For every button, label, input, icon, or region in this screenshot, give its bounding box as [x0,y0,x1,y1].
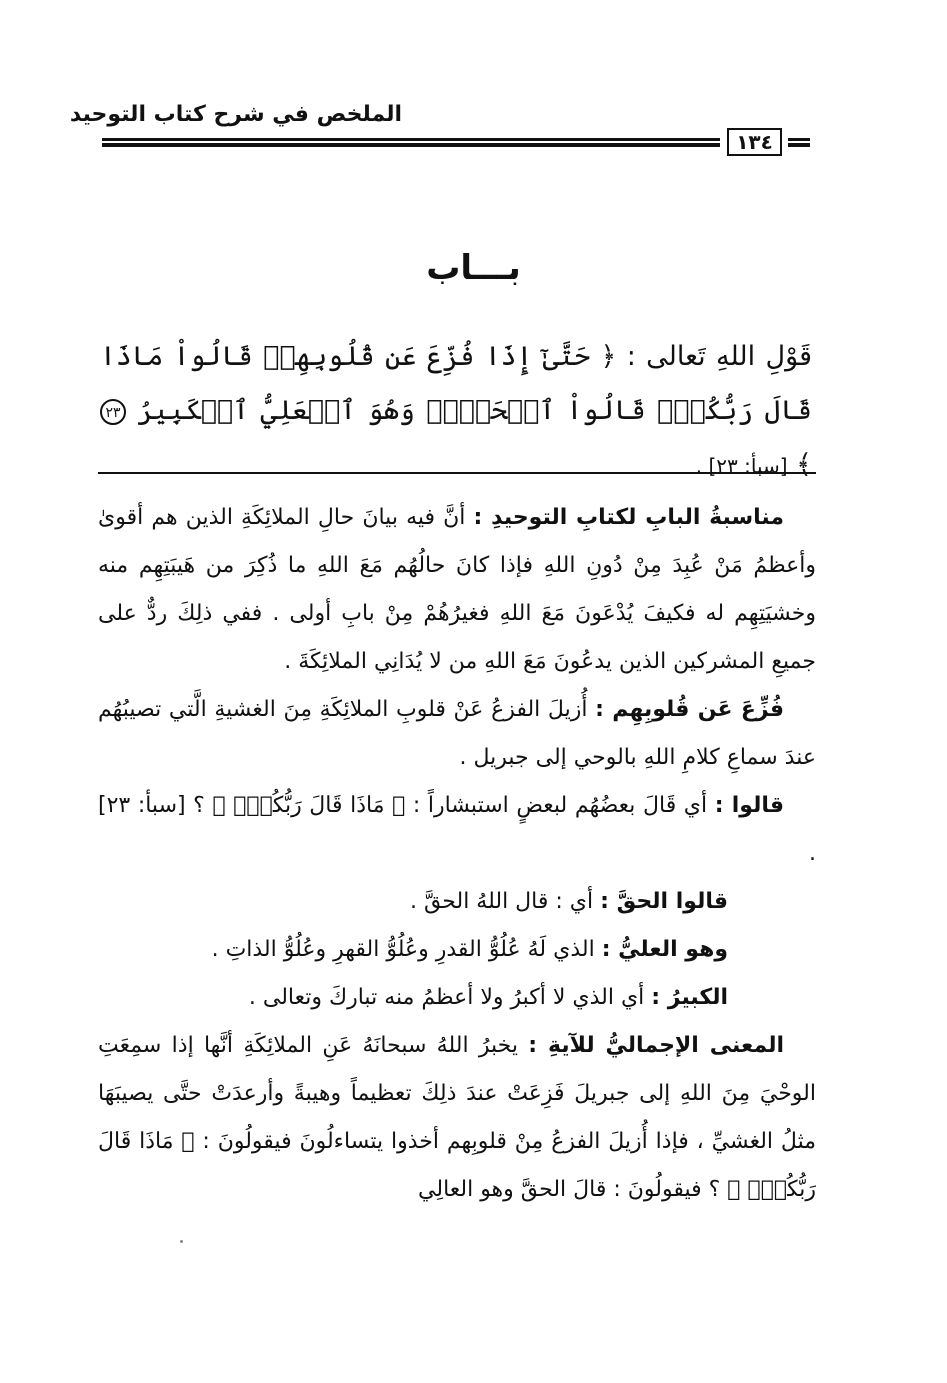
term-qalu-alhaqq: قالوا الحقَّ : [600,889,728,914]
header-rule [102,138,720,147]
text-general-meaning-b: ؟ فيقولُونَ : قالَ الحقَّ وهو العالِي [418,1177,721,1202]
text-al-kabir: أي الذي لا أكبرُ ولا أعظمُ منه تباركَ وتعالى . [248,985,645,1010]
ayah-number-marker: ٢٣ [100,399,126,425]
scan-speck [180,1240,183,1243]
paragraph-qalu-alhaqq [98,878,816,926]
paragraph-fuzzia [98,686,816,782]
term-fuzzia: فُزِّعَ عَن قُلوبِهِم : [595,697,785,722]
page-number: ١٣٤ [727,128,782,156]
paragraph-qalu [98,782,816,878]
term-qalu: قالوا : [714,793,785,818]
quote-qalu: ﴿ مَاذَا قَالَ رَبُّكُمۡۖ ﴾ [212,793,406,818]
ref-qalu: ؟ [سبأ: ٢٣] . [98,793,816,866]
paragraph-al-aliyy [98,926,816,974]
text-qalu: أي قَالَ بعضُهُم لبعضٍ استبشاراً : [412,793,708,818]
term-al-aliyy: وهو العليُّ : [601,937,728,962]
term-al-kabir: الكبيرُ : [651,985,728,1010]
commentary [98,494,816,1214]
text-al-aliyy: الذي لَهُ عُلُوُّ القدرِ وعُلُوُّ القهرِ وعُلُوُّ الذاتِ . [211,937,595,962]
text-general-meaning-a: يخبرُ اللهُ سبحانَهُ عَنِ الملائِكَةِ أنَّها إذا سمِعَتِ الوحْيَ مِنَ اللهِ إلى جبريلَ فَزِعَتْ عندَ ذلِكَ تعظيماً وهيبةً وأرعدَتْ حتَّى يصيبَهَا مثلُ الغشيِّ ، فإذا أُزيلَ الفزعُ مِنْ قلوبِهم أخذوا يتساءلُونَ فيقولُونَ : [98,1033,816,1154]
term-general-meaning: المعنى الإجماليُّ للآيةِ : [528,1033,784,1058]
chapter-heading: بـــاب [426,248,521,288]
verse-reference: [سبأ: ٢٣] . [695,454,788,478]
text-qalu-alhaqq: أي : قال اللهُ الحقَّ . [409,889,594,914]
verse-block [100,330,812,493]
quote-general-meaning: ﴿ مَاذَا قَالَ رَبُّكُمۡۖ ﴾ [98,1129,816,1202]
page-number-dash [788,138,810,147]
paragraph-relevance [98,494,816,686]
term-relevance: مناسبةُ البابِ لكتابِ التوحيدِ : [473,505,784,530]
paragraph-al-kabir [98,974,816,1022]
running-head: الملخص في شرح كتاب التوحيد [69,102,402,127]
verse-intro: قَوْلِ اللهِ تَعالى : [626,341,812,372]
separator-rule [98,472,816,474]
paragraph-general-meaning [98,1022,816,1214]
verse-text: ﴿ حَتَّىٰٓ إِذَا فُزِّعَ عَن قُلُوبِهِمۡ قَالُواْ مَاذَا قَالَ رَبُّكُمۡۖ قَالُواْ ٱلۡحَقَّۖ وَهُوَ ٱلۡعَلِيُّ ٱلۡكَبِيرُ [100,341,812,426]
verse-close: ﴾ [796,449,812,480]
text-relevance: أنَّ فيه بيانَ حالِ الملائِكَةِ الذين هم أقوىٰ وأعظمُ مَنْ عُبِدَ مِنْ دُونِ اللهِ فإذا كانَ حالُهُم مَعَ اللهِ ما ذُكِرَ من هَيبَتِهِم منه وخشيَتِهِم له فكيفَ يُدْعَونَ مَعَ اللهِ فغيرُهُمْ مِنْ بابِ أولى . ففي ذلِكَ ردٌّ على جميعِ المشركين الذين يدعُونَ مَعَ اللهِ من لا يُدَانِي الملائِكَةَ . [98,505,816,674]
text-fuzzia: أُزيلَ الفزعُ عَنْ قلوبِ الملائِكَةِ مِنَ الغشيةِ الَّتي تصيبُهُم عندَ سماعِ كلامِ اللهِ بالوحي إلى جبريل . [98,697,816,770]
